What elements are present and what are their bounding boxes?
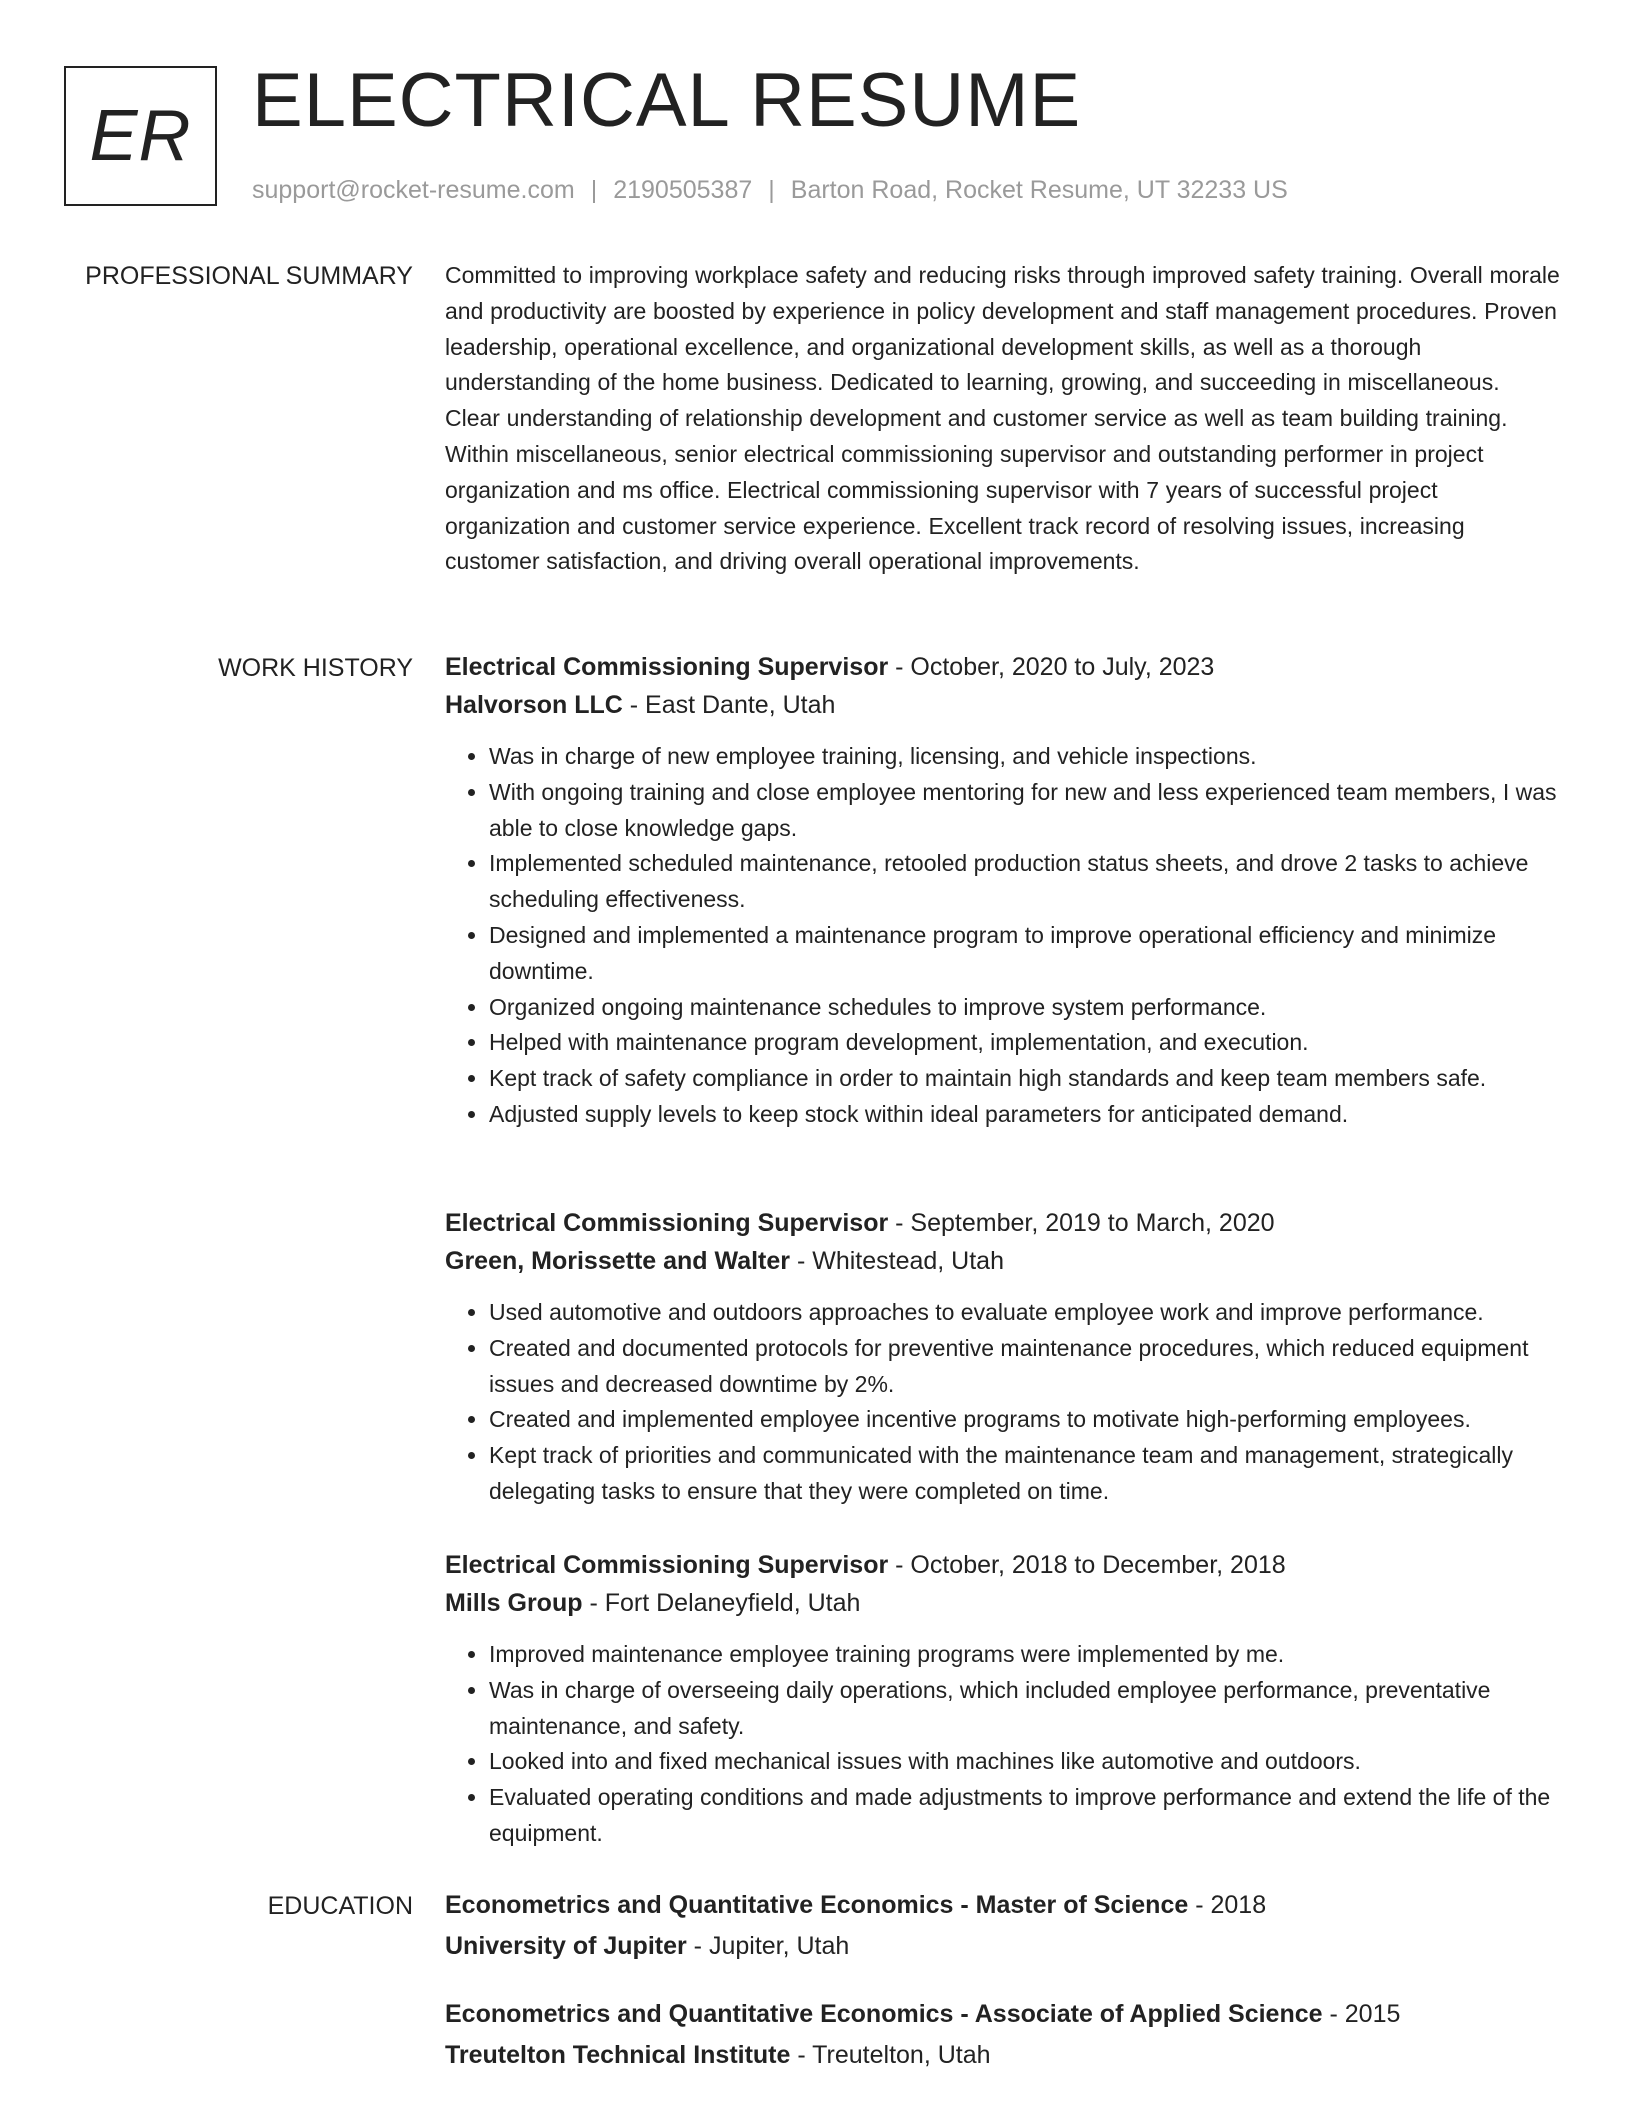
job-bullet: • Was in charge of new employee training, licensing, and vehicle inspections. (489, 739, 1560, 775)
job-bullet: • Adjusted supply levels to keep stock within ideal parameters for anticipated demand. (489, 1097, 1560, 1133)
job-company: Halvorson LLC (445, 691, 623, 719)
job-dates: - October, 2018 to December, 2018 (888, 1551, 1286, 1579)
summary-section (445, 258, 1560, 580)
degree-name: Econometrics and Quantitative Economics - Associate of Applied Science (445, 2000, 1323, 2028)
job-bullet: • Was in charge of overseeing daily operations, which included employee performance, preventative maintenance, and safety. (489, 1673, 1560, 1745)
job-title-line (445, 1204, 1560, 1242)
degree-year: - 2015 (1322, 2000, 1401, 2028)
job-company: Green, Morissette and Walter (445, 1247, 790, 1275)
job-bullets (445, 1295, 1560, 1510)
job-location: - East Dante, Utah (622, 691, 836, 719)
job-bullet: • With ongoing training and close employee mentoring for new and less experienced team members, I was able to close knowledge gaps. (489, 775, 1560, 847)
job-bullet: • Improved maintenance employee training programs were implemented by me. (489, 1637, 1560, 1673)
job-title: Electrical Commissioning Supervisor (445, 653, 889, 681)
resume-title: ELECTRICAL RESUME (252, 58, 1082, 143)
degree-line (445, 1995, 1560, 2033)
job-dates: - September, 2019 to March, 2020 (888, 1209, 1275, 1237)
job-bullet: • Created and documented protocols for preventive maintenance procedures, which reduced equipment issues and decreased downtime by 2%. (489, 1331, 1560, 1403)
job-bullet: • Looked into and fixed mechanical issues with machines like automotive and outdoors. (489, 1744, 1560, 1780)
job-title: Electrical Commissioning Supervisor (445, 1209, 889, 1237)
school-location: - Treutelton, Utah (790, 2041, 991, 2069)
job-location: - Fort Delaneyfield, Utah (582, 1589, 861, 1617)
degree-name: Econometrics and Quantitative Economics - Master of Science (445, 1891, 1189, 1919)
school-location: - Jupiter, Utah (686, 1932, 850, 1960)
job-entry (445, 1546, 1560, 1852)
job-entry (445, 648, 1560, 1133)
job-title: Electrical Commissioning Supervisor (445, 1551, 889, 1579)
job-bullets (445, 1637, 1560, 1852)
contact-separator: | (590, 176, 598, 204)
job-bullet: • Evaluated operating conditions and made adjustments to improve performance and extend the life of the equipment. (489, 1780, 1560, 1852)
job-company-line (445, 1584, 1560, 1622)
job-bullet: • Helped with maintenance program development, implementation, and execution. (489, 1025, 1560, 1061)
contact-address: Barton Road, Rocket Resume, UT 32233 US (790, 176, 1288, 204)
job-bullet: • Kept track of priorities and communicated with the maintenance team and management, strategically delegating tasks to ensure that they were completed on time. (489, 1438, 1560, 1510)
school-name: Treutelton Technical Institute (445, 2041, 791, 2069)
school-name: University of Jupiter (445, 1932, 687, 1960)
work-history-section-label: WORK HISTORY (218, 654, 413, 682)
summary-text: Committed to improving workplace safety and reducing risks through improved safety training. Overall morale and productivity are boosted by experience in policy development and staff management procedures. Proven leadership, operational excellence, and organizational development skills, as well as a thorough understanding of the home business. Dedicated to learning, growing, and succeeding in miscellaneous. Clear understanding of relationship development and customer service as well as team building training. Within miscellaneous, senior electrical commissioning supervisor and outstanding performer in project organization and ms office. Electrical commissioning supervisor with 7 years of successful project organization and customer service experience. Excellent track record of resolving issues, increasing customer satisfaction, and driving overall operational improvements. (445, 262, 1560, 575)
job-entry (445, 1204, 1560, 1510)
school-line (445, 1927, 1560, 1965)
school-line (445, 2036, 1560, 2074)
job-bullet: • Used automotive and outdoors approaches to evaluate employee work and improve performance. (489, 1295, 1560, 1331)
job-company-line (445, 1242, 1560, 1280)
job-location: - Whitestead, Utah (790, 1247, 1004, 1275)
job-dates: - October, 2020 to July, 2023 (888, 653, 1215, 681)
contact-email[interactable]: support@rocket-resume.com (252, 176, 575, 204)
degree-year: - 2018 (1188, 1891, 1267, 1919)
job-bullet: • Created and implemented employee incentive programs to motivate high-performing employees. (489, 1402, 1560, 1438)
contact-line (252, 172, 1288, 208)
education-section-label: EDUCATION (267, 1892, 413, 1920)
job-bullets (445, 739, 1560, 1133)
summary-section-label: PROFESSIONAL SUMMARY (85, 262, 413, 290)
education-entry (445, 1995, 1560, 2074)
job-title-line (445, 1546, 1560, 1584)
job-bullet: • Implemented scheduled maintenance, retooled production status sheets, and drove 2 tasks to achieve scheduling effectiveness. (489, 846, 1560, 918)
job-company-line (445, 686, 1560, 724)
job-bullet: • Organized ongoing maintenance schedules to improve system performance. (489, 990, 1560, 1026)
contact-separator: | (768, 176, 775, 204)
job-company: Mills Group (445, 1589, 583, 1617)
job-bullet: • Designed and implemented a maintenance program to improve operational efficiency and minimize downtime. (489, 918, 1560, 990)
contact-phone[interactable]: 2190505387 (613, 176, 753, 204)
monogram-logo: ER (64, 66, 217, 206)
job-title-line (445, 648, 1560, 686)
education-entry (445, 1886, 1560, 1965)
job-bullet: • Kept track of safety compliance in order to maintain high standards and keep team members safe. (489, 1061, 1560, 1097)
degree-line (445, 1886, 1560, 1924)
